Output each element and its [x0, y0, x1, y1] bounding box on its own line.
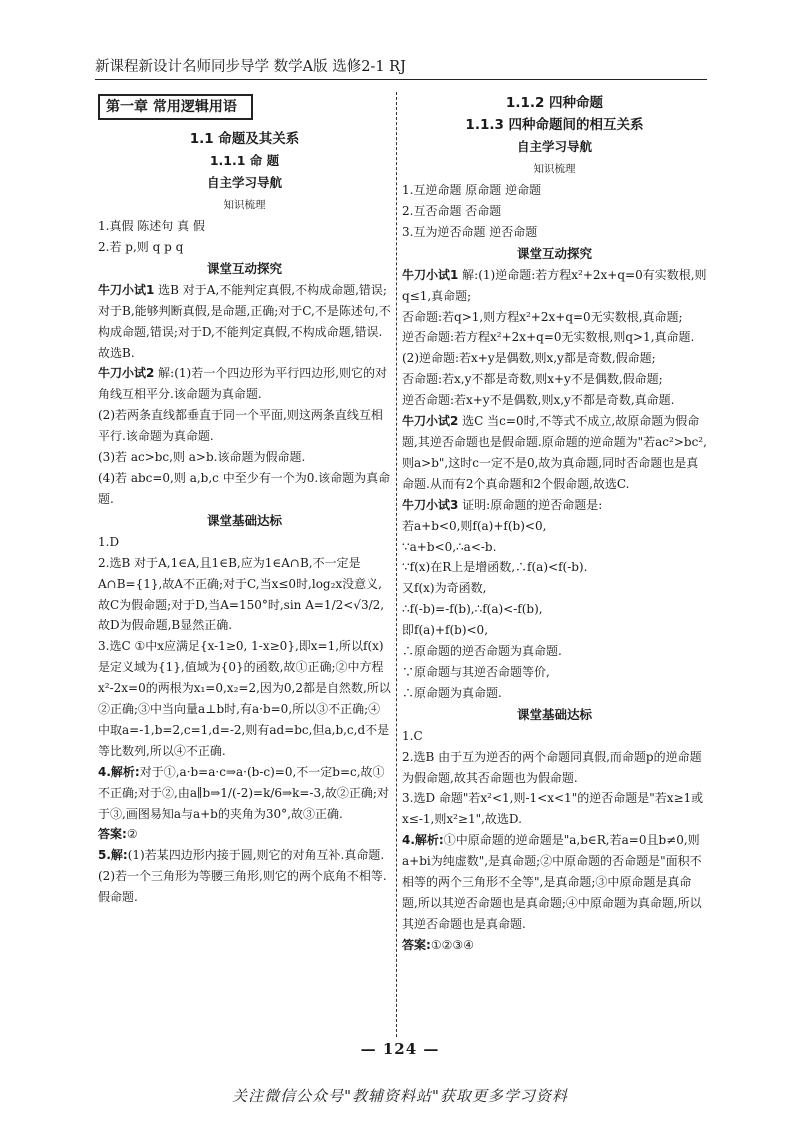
label: 答案:	[98, 827, 127, 842]
section-title: 1.1.2 四种命题	[505, 95, 604, 111]
subsection-title: 自主学习导航	[206, 175, 282, 190]
subsection-title: 课堂基础达标	[516, 706, 592, 722]
paragraph: 5.解:(1)若某四边形内接于圆,则它的对角互补.真命题.	[98, 848, 385, 863]
paragraph: 3.选C ①中x应满足{x-1≥0, 1-x≥0},即x=1,所以f(x)是定义域为{1},值域为{0}的函数,故①正确;②中方程x²-2x=0的两根为x₁=0,x₂=2,因为0,2都是自然数,所以②正确;③中当向量a⊥b时,有a·b=0,所以③不正确;④中取a=-1,b=2,c=1,d=-2,则有ad=bc,但a,b,c,d不是等比数列,所以④不正确.	[98, 639, 391, 758]
paragraph: (2)逆命题:若x+y是偶数,则x,y都是奇数,假命题;	[402, 351, 656, 366]
knowledge-heading: 知识梳理	[533, 163, 576, 175]
left-column	[98, 92, 391, 908]
label: 4.解析:	[98, 764, 140, 779]
paragraph: 逆否命题:若x+y不是偶数,则x,y不都是奇数,真命题.	[402, 393, 675, 408]
paragraph: 2.选B 对于A,1∈A,且1∈B,应为1∈A∩B,不一定是A∩B={1},故A不正确;对于C,当x≤0时,log₂x没意义,故C为假命题;对于D,当A=150°时,sin A=1/2<√3/2,故D为假命题,B显然正确.	[98, 555, 385, 633]
paragraph: ∵a+b<0,∴a<-b.	[402, 539, 497, 554]
page-number: — 124 —	[360, 1040, 440, 1058]
paragraph: ∴原命题为真命题.	[402, 685, 502, 700]
right-column	[402, 92, 707, 956]
paragraph: 否命题:若q>1,则方程x²+2x+q=0无实数根,真命题;	[402, 309, 683, 324]
paragraph: 逆否命题:若方程x²+2x+q=0无实数根,则q>1,真命题.	[402, 330, 695, 345]
subsection-title: 课堂互动探究	[206, 260, 282, 276]
paragraph: 答案:②	[98, 827, 138, 842]
paragraph: 1.互逆命题 原命题 逆命题	[402, 183, 542, 197]
label: 牛刀小试1	[98, 282, 155, 297]
subsection-title: 课堂互动探究	[516, 245, 592, 261]
paragraph: 3.选D 命题"若x²<1,则-1<x<1"的逆否命题是"若x≥1或x≤-1,则x²≥1",故选D.	[402, 791, 704, 827]
subsection-title: 自主学习导航	[516, 139, 592, 154]
paragraph: 即f(a)+f(b)<0,	[402, 623, 489, 638]
label: 牛刀小试3	[402, 497, 459, 512]
paragraph: 1.真假 陈述句 真 假	[98, 219, 205, 233]
paragraph: 否命题:若x,y不都是奇数,则x+y不是偶数,假命题;	[402, 372, 663, 387]
label: 答案:	[402, 937, 431, 952]
paragraph: 答案:①②③④	[402, 937, 474, 952]
paragraph: 若a+b<0,则f(a)+f(b)<0,	[402, 518, 547, 533]
paragraph: 牛刀小试1 解:(1)逆命题:若方程x²+2x+q=0有实数根,则q≤1,真命题;	[402, 267, 707, 303]
paragraph: 2.若 p,则 q p q	[98, 239, 184, 254]
paragraph: 4.解析:①中原命题的逆命题是"a,b∈R,若a=0且b≠0,则a+bi为纯虚数",是真命题;②中原命题的否命题是"面积不相等的两个三角形不全等",是真命题;③中原命题是真命题,所以其逆否命题也是真命题;④中原命题为真命题,所以其逆否命题也是真命题.	[402, 833, 702, 931]
paragraph: 又f(x)为奇函数,	[402, 581, 487, 596]
label: 牛刀小试1	[402, 267, 459, 282]
paragraph: 牛刀小试3 证明:原命题的逆否命题是:	[402, 497, 603, 512]
paragraph: (2)若一个三角形为等腰三角形,则它的两个底角不相等.假命题.	[98, 869, 387, 905]
paragraph: 牛刀小试2 选C 当c=0时,不等式不成立,故原命题为假命题,其逆否命题也是假命题.原命题的逆命题为"若ac²>bc²,则a>b",这时c一定不是0,故为真命题,同时否命题也是真命题.从而有2个真命题和2个假命题,故选C.	[402, 414, 707, 491]
paragraph: 2.互否命题 否命题	[402, 203, 502, 218]
subsection-title: 课堂基础达标	[206, 512, 282, 528]
paragraph: (4)若 abc=0,则 a,b,c 中至少有一个为0.该命题为真命题.	[98, 470, 391, 506]
label: 牛刀小试2	[98, 366, 155, 381]
paragraph: (2)若两条直线都垂直于同一个平面,则这两条直线互相平行.该命题为真命题.	[98, 408, 383, 444]
paragraph: ∴原命题的逆否命题为真命题.	[402, 644, 562, 659]
paragraph: (3)若 ac>bc,则 a>b.该命题为假命题.	[98, 450, 306, 465]
paragraph: 1.C	[402, 728, 423, 743]
column-divider	[396, 92, 397, 1037]
label: 牛刀小试2	[402, 414, 459, 429]
chapter-title: 第一章 常用逻辑用语	[98, 94, 253, 120]
paragraph: ∵f(x)在R上是增函数,∴f(a)<f(-b).	[402, 560, 588, 575]
section-title: 1.1.3 四种命题间的相互关系	[465, 117, 644, 133]
paragraph: 3.互为逆否命题 逆否命题	[402, 224, 538, 239]
label: 4.解析:	[402, 833, 444, 848]
paragraph: 牛刀小试1 选B 对于A,不能判定真假,不构成命题,错误;对于B,能够判断真假,是命题,正确;对于C,不是陈述句,不构成命题,错误;对于D,不能判定真假,不构成命题,错误.故选B.	[98, 282, 391, 360]
paragraph: 2.选B 由于互为逆否的两个命题同真假,而命题p的逆命题为假命题,故其否命题也为假命题.	[402, 749, 702, 785]
section-title: 1.1 命题及其关系	[189, 131, 300, 147]
knowledge-heading: 知识梳理	[223, 199, 266, 211]
paragraph: 1.D	[98, 534, 120, 549]
footer-note: 关注微信公众号"教辅资料站"获取更多学习资料	[232, 1087, 568, 1105]
paragraph: ∵原命题与其逆否命题等价,	[402, 664, 550, 679]
chapter-wrap	[98, 92, 391, 128]
paragraph: ∴f(-b)=-f(b),∴f(a)<-f(b),	[402, 602, 543, 617]
page-header: 新课程新设计名师同步导学 数学A版 选修2-1 RJ	[95, 55, 707, 80]
paragraph: 4.解析:对于①,a·b=a·c⇒a·(b-c)=0,不一定b=c,故①不正确;对于②,由a∥b⇒1/(-2)=k/6⇒k=-3,故②正确;对于③,画图易知a与a+b的夹角为30°,故③正确.	[98, 764, 389, 821]
paragraph: 牛刀小试2 解:(1)若一个四边形为平行四边形,则它的对角线互相平分.该命题为真命题.	[98, 366, 388, 402]
label: 5.解:	[98, 848, 128, 863]
subsection-title: 1.1.1 命 题	[209, 153, 280, 168]
